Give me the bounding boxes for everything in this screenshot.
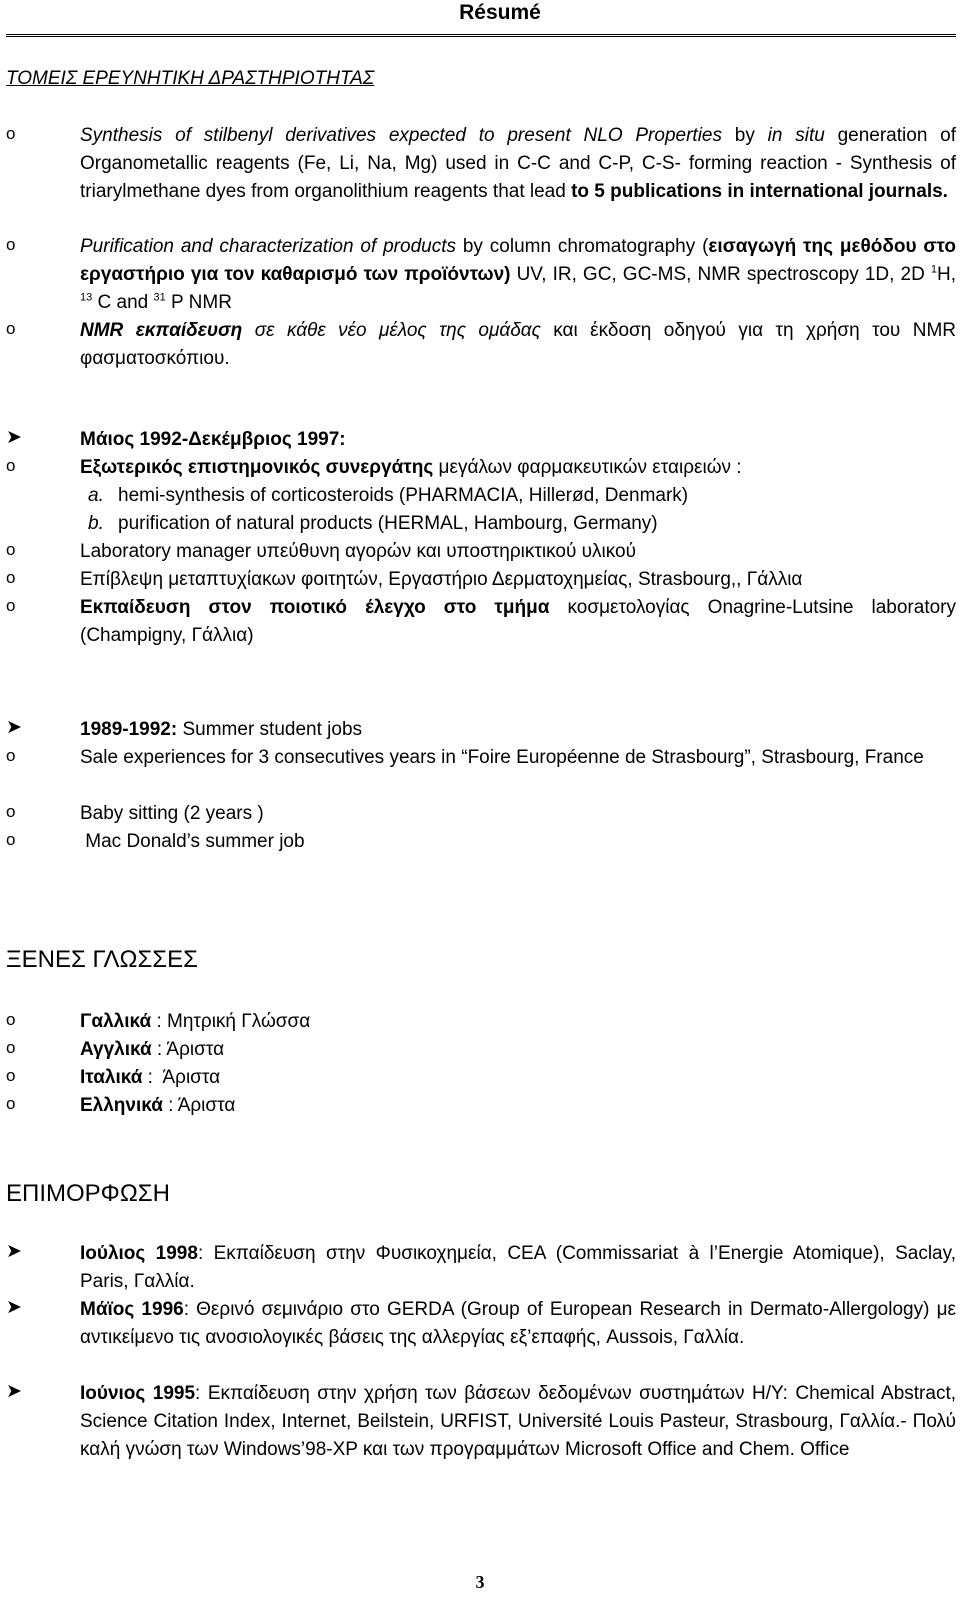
bullet-icon: o — [6, 802, 16, 821]
bullet-icon: o — [6, 319, 16, 338]
arrow-bullet-icon: ➤ — [6, 1381, 22, 1402]
page-header — [0, 0, 960, 26]
bullet-icon: o — [6, 124, 16, 143]
bullet-icon: o — [6, 1038, 16, 1057]
header-rule — [6, 34, 956, 37]
research-item-1-text: Synthesis of stilbenyl derivatives expected to present NLO Properties by in situ generation of Organometallic reagents (Fe, Li, Na, Mg) used in C-C and C-P, C-S- forming reaction - Synthesis of triarylmethane dyes from organolithium reagents that lead to 5 publications in international journals. — [80, 125, 957, 202]
bullet-icon: o — [6, 568, 16, 587]
arrow-bullet-icon: ➤ — [6, 427, 22, 448]
bullet-icon: o — [6, 830, 16, 849]
page-title: Résumé — [459, 1, 541, 24]
arrow-bullet-icon: ➤ — [6, 1297, 22, 1318]
bullet-icon: o — [6, 540, 16, 559]
research-heading: ΤΟΜΕΙΣ ΕΡΕΥΝΗΤΙΚΗ ΔΡΑΣΤΗΡΙΟΤΗΤΑΣ — [6, 68, 375, 89]
training-heading: ΕΠΙΜΟΡΦΩΣΗ — [6, 1180, 170, 1207]
bullet-icon: o — [6, 1094, 16, 1113]
bullet-icon: o — [6, 596, 16, 615]
languages-heading: ΞΕΝΕΣ ΓΛΩΣΣΕΣ — [6, 946, 198, 973]
period1-title: Μάιος 1992-Δεκέμβριος 1997: — [80, 429, 346, 450]
period2-title: 1989-1992: Summer student jobs — [80, 719, 363, 740]
bullet-icon: o — [6, 456, 16, 475]
bullet-icon: o — [6, 746, 16, 765]
resume-page: Résumé ΤΟΜΕΙΣ ΕΡΕΥΝΗΤΙΚΗ ΔΡΑΣΤΗΡΙΟΤΗΤΑΣ o Synthesis of stilbenyl derivatives expected to present NLO Properties by in situ generation of Organometallic reagents (Fe, Li, Na, Mg) used in C-C and C-P, C-S- forming reaction - Synthesis of triarylmethane dyes from organolithium reagents that lead to 5 publications in international journals. o Purification and characterization of products by column chromatography (εισαγωγή της μεθόδου στο εργαστήριο για τον καθαρισμό των προϊόντων) UV, IR, GC, GC-MS, NMR spectroscopy 1D, 2D $^1$H, $^{13}$ C and $^{31}$ P NMR o NMR εκπαίδευση σε κάθε νέο μέλος της ομάδας και έκδοση οδηγού για τη χρήση του NMR φασματοσκόπιου. ➤ Μάιος 1992-Δεκέμβριος 1997: o Εξωτερικός επιστημονικός συνεργάτης μεγάλων φαρμακευτικών εταιρειών : a. hemi-synthesis of corticosteroids (PHARMACIA, Hillerød, Denmark) b. purification of natural products (HERMAL, Hambourg, Germany) o Laboratory manager υπεύθυνη αγορών και υποστηρικτικού υλικού o Επίβλεψη μεταπτυχίακων φοιτητών, Εργαστήριο Δερματοχημείας, Strasbourg,, Γάλλια o Εκπαίδευση στον ποιοτικό έλεγχο στο τμήμα κοσμετολογίας Onagrine-Lutsine laboratory (Champigny, Γάλλια) ➤ 1989-1992: Summer student jobs o Sale experiences for 3 consecutives years in “Foire Européenne de Strasbourg”, Strasbourg, France o Baby sitting (2 years ) o Mac Donald’s summer job ΞΕΝΕΣ ΓΛΩΣΣΕΣ o Γαλλικά : Μητρική Γλώσσα o Αγγλικά : Άριστα o Ιταλικά : Άριστα o Ελληνικά : Άριστα ΕΠΙΜΟΡΦΩΣΗ ➤ Ιούλιος 1998: Εκπαίδευση στην Φυσικοχημεία, CEA (Commissariat à l’Energie Atomique), Saclay, Paris, Γαλλία. ➤ Μάϊος 1996: Θερινό σεμινάριο στο GERDA (Group of European Research in Dermato-Allergology) με αντικείμενο τις ανοσιολογικές βάσεις της αλλεργίας εξ’επαφής, Aussois, Γαλλία. ➤ Ιούνιος 1995: Εκπαίδευση στην χρήση των βάσεων δεδομένων συστημάτων Η/Υ: Chemical Abstract, Science Citation Index, Internet, Beilstein, URFIST, Université Louis Pasteur, Strasbourg, Γαλλία.- Πολύ καλή γνώση των Windows’98-XP και των προγραμμάτων Microsoft Office and Chem. Office 3 — [0, 0, 960, 1608]
bullet-icon: o — [6, 235, 16, 254]
page-number: 3 — [475, 1572, 485, 1592]
research-item-3-text: NMR εκπαίδευση σε κάθε νέο μέλος της ομάδας και έκδοση οδηγού για τη χρήση του NMR φασματοσκόπιου. — [80, 320, 956, 369]
bullet-icon: o — [6, 1010, 16, 1029]
research-item-2-text: Purification and characterization of products by column chromatography (εισαγωγή της μεθόδου στο εργαστήριο για τον καθαρισμό των προϊόντων) UV, IR, GC, GC-MS, NMR spectroscopy 1D, 2D $^1$H, $^{13}$ C and $^{31}$ P NMR — [80, 236, 956, 313]
arrow-bullet-icon: ➤ — [6, 717, 22, 738]
bullet-icon: o — [6, 1066, 16, 1085]
arrow-bullet-icon: ➤ — [6, 1241, 22, 1262]
